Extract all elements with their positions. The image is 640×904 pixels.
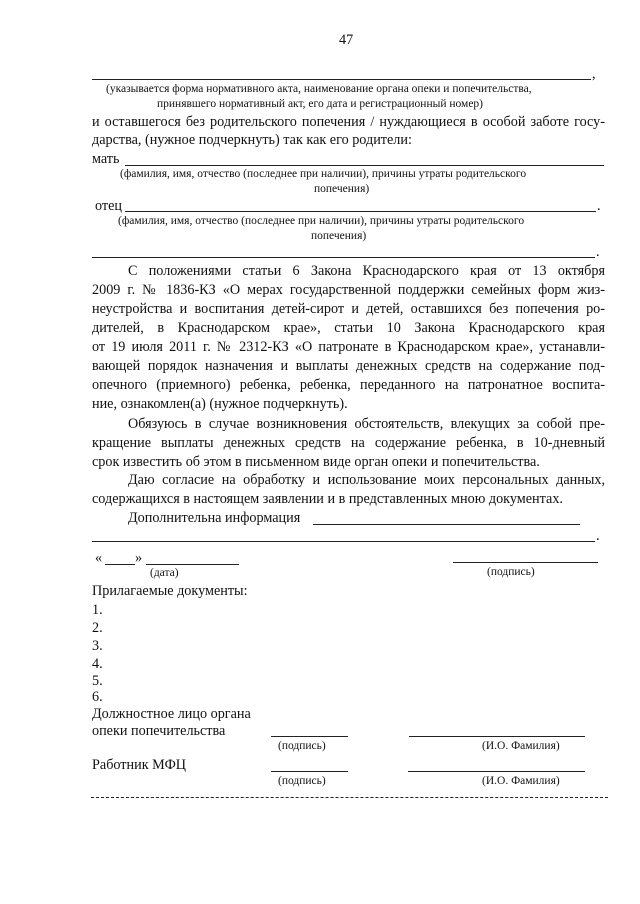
father-fill-line <box>125 211 596 212</box>
mother-label: мать <box>92 151 120 167</box>
applicant-signature-note: (подпись) <box>487 566 535 578</box>
mother-fill-line <box>125 165 604 166</box>
father-label: отец <box>95 198 122 214</box>
father-note-line1: (фамилия, имя, отчество (последнее при наличии), причины утраты родительского <box>118 215 525 227</box>
mfc-signature-line <box>271 771 348 772</box>
father-dot: . <box>597 198 601 214</box>
document-item: 3. <box>92 638 103 654</box>
mother-note-line2: попечения) <box>314 183 370 195</box>
additional-info-fill-line2 <box>92 541 595 542</box>
additional-info-fill-line1 <box>313 524 580 525</box>
document-item: 5. <box>92 673 103 689</box>
extra-dot: . <box>596 244 600 260</box>
mfc-name-line <box>408 771 585 772</box>
paragraph2-line1: Обязуюсь в случае возникновения обстоятельств, влекущих за собой пре- <box>128 416 605 432</box>
father-note-line2: попечения) <box>311 230 367 242</box>
date-close-quote: » <box>135 550 143 566</box>
document-item: 1. <box>92 602 103 618</box>
applicant-signature-line <box>453 562 598 563</box>
date-month-line <box>146 564 239 565</box>
act-note-line1: (указывается форма нормативного акта, наименование органа опеки и попечительства, <box>106 83 532 95</box>
document-item: 6. <box>92 689 103 705</box>
paragraph3-line2: содержащихся в настоящем заявлении и в представленных мною документах. <box>92 491 563 507</box>
additional-info-label: Дополнительна информация <box>128 510 301 526</box>
paragraph1-line4: дителей, в Краснодарском крае», статьи 10 Закона Краснодарского края <box>92 320 605 336</box>
act-fill-line <box>92 79 591 80</box>
mfc-name-note: (И.О. Фамилия) <box>482 775 560 787</box>
documents-title: Прилагаемые документы: <box>92 583 248 599</box>
paragraph1-line6: вающей порядок назначения и выплаты денежных средств на содержание под- <box>92 358 605 374</box>
paragraph1-line1: С положениями статьи 6 Закона Краснодарского края от 13 октября <box>128 263 605 279</box>
mfc-worker-label: Работник МФЦ <box>92 757 187 773</box>
official-title-line2: опеки попечительства <box>92 723 226 739</box>
additional-info-dot: . <box>596 528 600 544</box>
paragraph2-line3: срок известить об этом в письменном виде орган опеки и попечительства. <box>92 454 540 470</box>
page-number: 47 <box>339 32 354 48</box>
paragraph1-line2: 2009 г. № 1836-КЗ «О мерах государственной поддержки семейных форм жиз- <box>92 282 605 298</box>
extra-fill-line <box>92 257 595 258</box>
paragraph2-line2: кращение выплаты денежных средств на содержание ребенка, в 10-дневный <box>92 435 605 451</box>
paragraph1-line5: от 19 июля 2011 г. № 2312-КЗ «О патронате в Краснодарском крае», устанавли- <box>92 339 605 355</box>
paragraph1-line7: опечного (приемного) ребенка, ребенка, переданного на патронатное воспита- <box>92 377 605 393</box>
official-name-note: (И.О. Фамилия) <box>482 740 560 752</box>
act-note-line2: принявшего нормативный акт, его дата и регистрационный номер) <box>157 98 484 110</box>
official-name-line <box>409 736 585 737</box>
mother-note-line1: (фамилия, имя, отчество (последнее при наличии), причины утраты родительского <box>120 168 527 180</box>
document-item: 2. <box>92 620 103 636</box>
date-note: (дата) <box>150 567 179 579</box>
official-signature-note: (подпись) <box>278 740 326 752</box>
paragraph3-line1: Даю согласие на обработку и использование моих персональных данных, <box>128 472 605 488</box>
cut-line <box>91 797 608 798</box>
act-comma: , <box>592 66 596 82</box>
document-item: 4. <box>92 656 103 672</box>
guardianship-line1: и оставшегося без родительского попечения / нуждающиеся в особой заботе госу- <box>92 114 605 130</box>
paragraph1-line8: ние, ознакомлен(а) (нужное подчеркнуть). <box>92 396 348 412</box>
official-title-line1: Должностное лицо органа <box>92 706 251 722</box>
official-signature-line <box>271 736 348 737</box>
date-day-line <box>105 564 135 565</box>
mfc-signature-note: (подпись) <box>278 775 326 787</box>
paragraph1-line3: неустройства и воспитания детей-сирот и детей, оставшихся без попечения ро- <box>92 301 605 317</box>
date-open-quote: « <box>95 550 103 566</box>
guardianship-line2: дарства, (нужное подчеркнуть) так как его родители: <box>92 132 412 148</box>
